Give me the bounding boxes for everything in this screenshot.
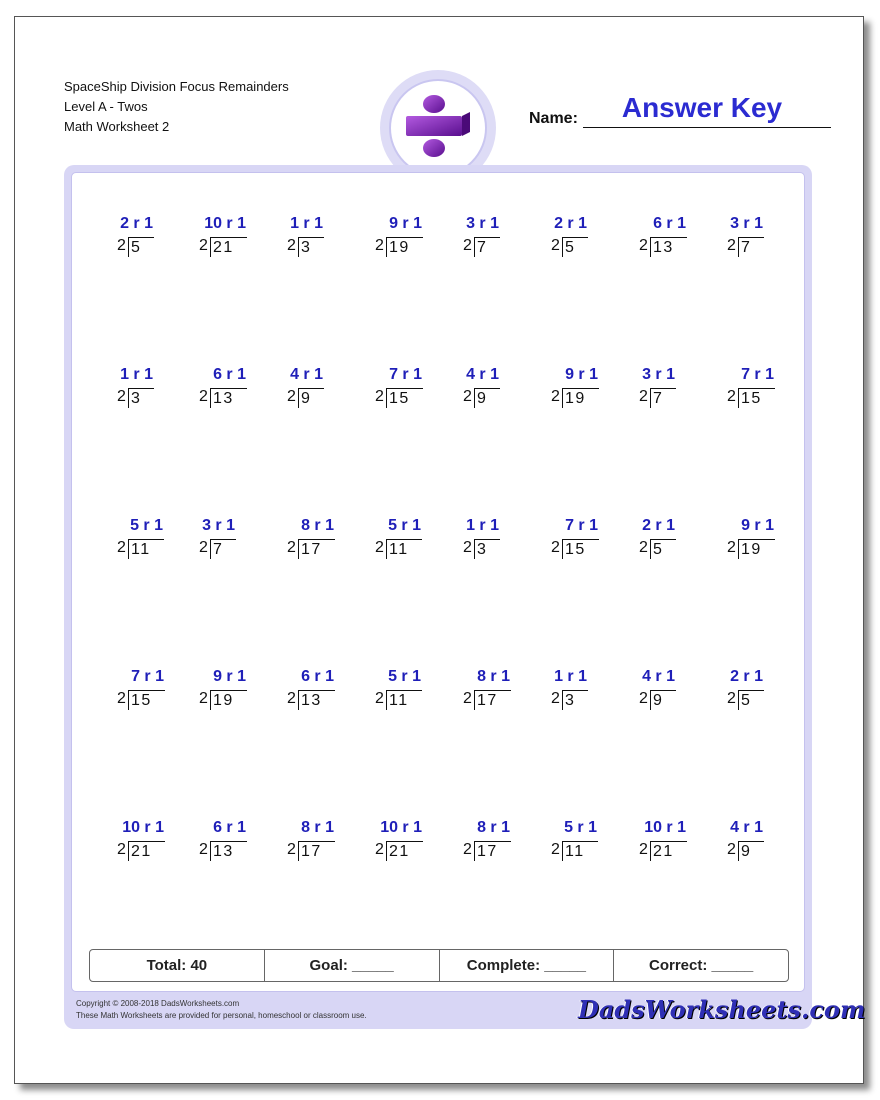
division-problem bbox=[360, 819, 422, 867]
problem-dividend: 9 bbox=[474, 388, 500, 408]
problem-divisor: 2 bbox=[199, 841, 208, 858]
problem-dividend: 21 bbox=[210, 237, 247, 257]
division-problem bbox=[448, 668, 510, 716]
problem-dividend: 9 bbox=[738, 841, 764, 861]
problem-dividend: 5 bbox=[562, 237, 588, 257]
problem-dividend: 21 bbox=[386, 841, 423, 861]
worksheet-level: Level A - Twos bbox=[64, 99, 148, 114]
problem-answer: 1 r 1 bbox=[290, 215, 323, 232]
problem-divisor: 2 bbox=[463, 237, 472, 254]
problem-dividend: 17 bbox=[298, 539, 335, 559]
problem-divisor: 2 bbox=[639, 841, 648, 858]
worksheet-header bbox=[64, 77, 289, 137]
problem-divisor: 2 bbox=[639, 237, 648, 254]
worksheet-number: Math Worksheet 2 bbox=[64, 119, 170, 134]
answer-key-label: Answer Key bbox=[621, 92, 783, 123]
problem-divisor: 2 bbox=[117, 237, 126, 254]
problem-answer: 10 r 1 bbox=[380, 819, 422, 836]
division-problem bbox=[360, 215, 422, 263]
problem-divisor: 2 bbox=[463, 690, 472, 707]
problem-dividend: 11 bbox=[128, 539, 164, 559]
problem-answer: 7 r 1 bbox=[565, 517, 598, 534]
problem-dividend: 5 bbox=[128, 237, 154, 257]
division-problem bbox=[624, 366, 675, 414]
problem-dividend: 13 bbox=[210, 841, 247, 861]
division-problem bbox=[624, 668, 675, 716]
problem-dividend: 7 bbox=[738, 237, 764, 257]
problem-divisor: 2 bbox=[551, 539, 560, 556]
problem-answer: 2 r 1 bbox=[730, 668, 763, 685]
division-problem bbox=[448, 819, 510, 867]
division-problem bbox=[102, 668, 164, 716]
problem-divisor: 2 bbox=[199, 539, 208, 556]
problem-answer: 10 r 1 bbox=[644, 819, 686, 836]
division-problem bbox=[536, 668, 587, 716]
problem-dividend: 5 bbox=[650, 539, 676, 559]
problem-answer: 8 r 1 bbox=[301, 819, 334, 836]
problem-divisor: 2 bbox=[727, 690, 736, 707]
problem-divisor: 2 bbox=[287, 690, 296, 707]
problem-answer: 10 r 1 bbox=[122, 819, 164, 836]
problem-divisor: 2 bbox=[463, 539, 472, 556]
problem-divisor: 2 bbox=[375, 539, 384, 556]
problem-dividend: 19 bbox=[386, 237, 423, 257]
problem-dividend: 11 bbox=[386, 690, 422, 710]
problem-answer: 6 r 1 bbox=[213, 819, 246, 836]
problem-answer: 9 r 1 bbox=[565, 366, 598, 383]
problem-answer: 9 r 1 bbox=[213, 668, 246, 685]
problem-divisor: 2 bbox=[727, 539, 736, 556]
problem-divisor: 2 bbox=[375, 690, 384, 707]
problem-divisor: 2 bbox=[551, 841, 560, 858]
problem-answer: 3 r 1 bbox=[202, 517, 235, 534]
problem-answer: 1 r 1 bbox=[554, 668, 587, 685]
problem-divisor: 2 bbox=[287, 539, 296, 556]
division-problem bbox=[536, 366, 598, 414]
complete-cell[interactable]: Complete: _____ bbox=[440, 950, 615, 981]
problem-answer: 2 r 1 bbox=[642, 517, 675, 534]
problem-answer: 5 r 1 bbox=[388, 668, 421, 685]
problem-divisor: 2 bbox=[117, 539, 126, 556]
division-problem bbox=[184, 668, 246, 716]
problem-answer: 1 r 1 bbox=[120, 366, 153, 383]
problem-dividend: 15 bbox=[128, 690, 165, 710]
problem-answer: 8 r 1 bbox=[301, 517, 334, 534]
problem-dividend: 13 bbox=[650, 237, 687, 257]
problem-dividend: 11 bbox=[562, 841, 598, 861]
worksheet-title: SpaceShip Division Focus Remainders bbox=[64, 79, 289, 94]
problem-answer: 5 r 1 bbox=[130, 517, 163, 534]
problem-answer: 8 r 1 bbox=[477, 668, 510, 685]
problem-divisor: 2 bbox=[375, 388, 384, 405]
problem-answer: 4 r 1 bbox=[290, 366, 323, 383]
problem-answer: 7 r 1 bbox=[389, 366, 422, 383]
division-problem bbox=[536, 215, 587, 263]
division-problem bbox=[360, 668, 421, 716]
problem-divisor: 2 bbox=[287, 841, 296, 858]
division-problem bbox=[272, 668, 334, 716]
problem-answer: 5 r 1 bbox=[388, 517, 421, 534]
goal-cell[interactable]: Goal: _____ bbox=[265, 950, 440, 981]
problem-frame bbox=[64, 165, 812, 1029]
division-problem bbox=[448, 517, 499, 565]
problem-divisor: 2 bbox=[551, 690, 560, 707]
problem-answer: 7 r 1 bbox=[741, 366, 774, 383]
dadsworksheets-logo: DadsWorksheets.com bbox=[578, 995, 866, 1024]
problem-dividend: 9 bbox=[650, 690, 676, 710]
problem-dividend: 17 bbox=[474, 841, 511, 861]
problem-dividend: 5 bbox=[738, 690, 764, 710]
division-problem bbox=[712, 215, 763, 263]
problem-dividend: 3 bbox=[474, 539, 500, 559]
problem-answer: 8 r 1 bbox=[477, 819, 510, 836]
problem-answer: 6 r 1 bbox=[653, 215, 686, 232]
problem-dividend: 13 bbox=[298, 690, 335, 710]
name-line[interactable] bbox=[583, 127, 831, 128]
problem-divisor: 2 bbox=[639, 690, 648, 707]
division-problem bbox=[102, 819, 164, 867]
problem-divisor: 2 bbox=[199, 690, 208, 707]
problem-dividend: 15 bbox=[386, 388, 423, 408]
problem-grid bbox=[71, 172, 805, 992]
problem-dividend: 15 bbox=[738, 388, 775, 408]
division-problem bbox=[272, 215, 323, 263]
problem-answer: 1 r 1 bbox=[466, 517, 499, 534]
problem-dividend: 7 bbox=[474, 237, 500, 257]
division-problem bbox=[360, 366, 422, 414]
division-problem bbox=[448, 215, 499, 263]
total-cell: Total: 40 bbox=[90, 950, 265, 981]
division-problem bbox=[712, 819, 763, 867]
footer-text bbox=[76, 998, 367, 1022]
summary-bar bbox=[89, 949, 789, 982]
problem-dividend: 19 bbox=[562, 388, 599, 408]
division-problem bbox=[712, 668, 763, 716]
division-problem bbox=[360, 517, 421, 565]
division-problem bbox=[184, 366, 246, 414]
problem-divisor: 2 bbox=[199, 388, 208, 405]
problem-divisor: 2 bbox=[199, 237, 208, 254]
problem-dividend: 19 bbox=[210, 690, 247, 710]
problem-dividend: 3 bbox=[562, 690, 588, 710]
problem-divisor: 2 bbox=[117, 841, 126, 858]
problem-answer: 6 r 1 bbox=[301, 668, 334, 685]
division-problem bbox=[184, 215, 246, 263]
problem-divisor: 2 bbox=[639, 388, 648, 405]
problem-divisor: 2 bbox=[727, 237, 736, 254]
problem-dividend: 19 bbox=[738, 539, 775, 559]
copyright-text: Copyright © 2008-2018 DadsWorksheets.com bbox=[76, 999, 240, 1008]
problem-answer: 3 r 1 bbox=[730, 215, 763, 232]
problem-divisor: 2 bbox=[375, 237, 384, 254]
division-icon bbox=[404, 90, 472, 166]
problem-divisor: 2 bbox=[117, 690, 126, 707]
division-problem bbox=[184, 517, 235, 565]
division-problem bbox=[272, 819, 334, 867]
division-problem bbox=[536, 517, 598, 565]
problem-dividend: 7 bbox=[210, 539, 236, 559]
problem-answer: 4 r 1 bbox=[466, 366, 499, 383]
problem-answer: 10 r 1 bbox=[204, 215, 246, 232]
problem-divisor: 2 bbox=[727, 841, 736, 858]
problem-dividend: 9 bbox=[298, 388, 324, 408]
problem-dividend: 21 bbox=[650, 841, 687, 861]
problem-answer: 9 r 1 bbox=[741, 517, 774, 534]
correct-cell[interactable]: Correct: _____ bbox=[649, 957, 754, 974]
problem-dividend: 21 bbox=[128, 841, 165, 861]
problem-divisor: 2 bbox=[375, 841, 384, 858]
problem-divisor: 2 bbox=[463, 841, 472, 858]
division-problem bbox=[184, 819, 246, 867]
division-problem bbox=[272, 366, 323, 414]
problem-divisor: 2 bbox=[639, 539, 648, 556]
division-problem bbox=[712, 517, 774, 565]
problem-answer: 3 r 1 bbox=[642, 366, 675, 383]
problem-dividend: 3 bbox=[298, 237, 324, 257]
division-problem bbox=[624, 819, 686, 867]
problem-divisor: 2 bbox=[117, 388, 126, 405]
problem-answer: 7 r 1 bbox=[131, 668, 164, 685]
division-problem bbox=[536, 819, 597, 867]
problem-divisor: 2 bbox=[727, 388, 736, 405]
problem-dividend: 3 bbox=[128, 388, 154, 408]
division-problem bbox=[102, 517, 163, 565]
problem-answer: 3 r 1 bbox=[466, 215, 499, 232]
problem-answer: 6 r 1 bbox=[213, 366, 246, 383]
problem-divisor: 2 bbox=[287, 388, 296, 405]
problem-dividend: 17 bbox=[474, 690, 511, 710]
problem-dividend: 11 bbox=[386, 539, 422, 559]
problem-divisor: 2 bbox=[463, 388, 472, 405]
usage-notice: These Math Worksheets are provided for personal, homeschool or classroom use. bbox=[76, 1011, 367, 1020]
division-problem bbox=[448, 366, 499, 414]
problem-answer: 2 r 1 bbox=[120, 215, 153, 232]
division-problem bbox=[624, 215, 686, 263]
division-problem bbox=[272, 517, 334, 565]
problem-answer: 4 r 1 bbox=[642, 668, 675, 685]
problem-answer: 5 r 1 bbox=[564, 819, 597, 836]
division-problem bbox=[102, 215, 153, 263]
division-problem bbox=[712, 366, 774, 414]
division-problem bbox=[624, 517, 675, 565]
problem-dividend: 7 bbox=[650, 388, 676, 408]
problem-dividend: 15 bbox=[562, 539, 599, 559]
division-problem bbox=[102, 366, 153, 414]
problem-dividend: 17 bbox=[298, 841, 335, 861]
problem-answer: 9 r 1 bbox=[389, 215, 422, 232]
problem-answer: 4 r 1 bbox=[730, 819, 763, 836]
problem-divisor: 2 bbox=[551, 388, 560, 405]
problem-divisor: 2 bbox=[551, 237, 560, 254]
problem-divisor: 2 bbox=[287, 237, 296, 254]
name-label: Name: bbox=[529, 110, 578, 127]
problem-dividend: 13 bbox=[210, 388, 247, 408]
problem-answer: 2 r 1 bbox=[554, 215, 587, 232]
